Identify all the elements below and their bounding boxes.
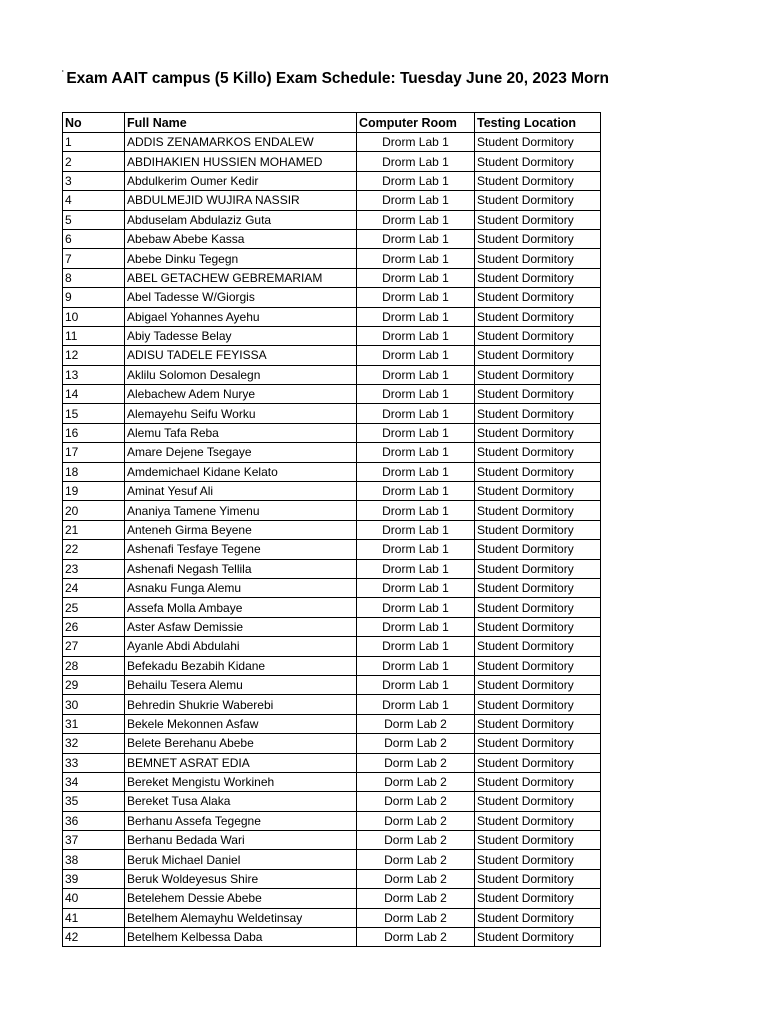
cell-no: 34 (63, 772, 125, 791)
cell-no: 25 (63, 598, 125, 617)
cell-full-name: Belete Berehanu Abebe (125, 734, 357, 753)
cell-full-name: Betelehem Dessie Abebe (125, 889, 357, 908)
cell-no: 20 (63, 501, 125, 520)
cell-testing-location: Student Dormitory (475, 559, 601, 578)
cell-computer-room: Drorm Lab 1 (357, 520, 475, 539)
cell-no: 30 (63, 695, 125, 714)
table-row (63, 520, 601, 539)
cell-testing-location: Student Dormitory (475, 268, 601, 287)
cell-no: 32 (63, 734, 125, 753)
cell-full-name: Assefa Molla Ambaye (125, 598, 357, 617)
cell-no: 9 (63, 288, 125, 307)
table-row (63, 617, 601, 636)
table-row (63, 656, 601, 675)
cell-full-name: Alemu Tafa Reba (125, 423, 357, 442)
table-row (63, 753, 601, 772)
cell-testing-location: Student Dormitory (475, 462, 601, 481)
cell-no: 23 (63, 559, 125, 578)
cell-testing-location: Student Dormitory (475, 249, 601, 268)
cell-no: 40 (63, 889, 125, 908)
cell-full-name: Abduselam Abdulaziz Guta (125, 210, 357, 229)
cell-full-name: Beruk Michael Daniel (125, 850, 357, 869)
cell-no: 37 (63, 831, 125, 850)
exam-schedule-table (62, 112, 601, 947)
cell-testing-location: Student Dormitory (475, 423, 601, 442)
cell-full-name: Beruk Woldeyesus Shire (125, 869, 357, 888)
cell-testing-location: Student Dormitory (475, 675, 601, 694)
cell-no: 1 (63, 133, 125, 152)
cell-full-name: Berhanu Bedada Wari (125, 831, 357, 850)
header-computer-room: Computer Room (357, 113, 475, 133)
cell-testing-location: Student Dormitory (475, 695, 601, 714)
cell-testing-location: Student Dormitory (475, 520, 601, 539)
table-row (63, 598, 601, 617)
table-row (63, 229, 601, 248)
cell-computer-room: Dorm Lab 2 (357, 734, 475, 753)
cell-computer-room: Drorm Lab 1 (357, 133, 475, 152)
cell-no: 24 (63, 578, 125, 597)
table-row (63, 443, 601, 462)
cell-testing-location: Student Dormitory (475, 404, 601, 423)
table-row (63, 772, 601, 791)
cell-testing-location: Student Dormitory (475, 598, 601, 617)
cell-no: 39 (63, 869, 125, 888)
cell-full-name: Abiy Tadesse Belay (125, 326, 357, 345)
cell-testing-location: Student Dormitory (475, 540, 601, 559)
table-row (63, 268, 601, 287)
cell-computer-room: Dorm Lab 2 (357, 792, 475, 811)
table-row (63, 501, 601, 520)
cell-computer-room: Drorm Lab 1 (357, 482, 475, 501)
cell-no: 17 (63, 443, 125, 462)
cell-computer-room: Dorm Lab 2 (357, 928, 475, 947)
cell-no: 13 (63, 365, 125, 384)
cell-testing-location: Student Dormitory (475, 191, 601, 210)
cell-computer-room: Drorm Lab 1 (357, 210, 475, 229)
cell-computer-room: Drorm Lab 1 (357, 598, 475, 617)
cell-no: 16 (63, 423, 125, 442)
table-row (63, 831, 601, 850)
cell-computer-room: Drorm Lab 1 (357, 249, 475, 268)
cell-no: 18 (63, 462, 125, 481)
cell-no: 6 (63, 229, 125, 248)
header-testing-location: Testing Location (475, 113, 601, 133)
cell-full-name: Bekele Mekonnen Asfaw (125, 714, 357, 733)
cell-testing-location: Student Dormitory (475, 714, 601, 733)
table-row (63, 637, 601, 656)
cell-testing-location: Student Dormitory (475, 171, 601, 190)
table-row (63, 559, 601, 578)
title-marker: ˙ (61, 70, 65, 81)
cell-full-name: Abebaw Abebe Kassa (125, 229, 357, 248)
cell-no: 35 (63, 792, 125, 811)
cell-full-name: Ashenafi Tesfaye Tegene (125, 540, 357, 559)
cell-full-name: Behailu Tesera Alemu (125, 675, 357, 694)
cell-full-name: Betelhem Alemayhu Weldetinsay (125, 908, 357, 927)
cell-full-name: Bereket Tusa Alaka (125, 792, 357, 811)
cell-no: 36 (63, 811, 125, 830)
cell-full-name: Alebachew Adem Nurye (125, 385, 357, 404)
cell-testing-location: Student Dormitory (475, 617, 601, 636)
cell-testing-location: Student Dormitory (475, 772, 601, 791)
cell-testing-location: Student Dormitory (475, 811, 601, 830)
cell-full-name: Ayanle Abdi Abdulahi (125, 637, 357, 656)
cell-testing-location: Student Dormitory (475, 288, 601, 307)
table-row (63, 482, 601, 501)
cell-computer-room: Drorm Lab 1 (357, 617, 475, 636)
cell-no: 15 (63, 404, 125, 423)
cell-no: 8 (63, 268, 125, 287)
cell-computer-room: Drorm Lab 1 (357, 288, 475, 307)
table-row (63, 578, 601, 597)
cell-full-name: ABEL GETACHEW GEBREMARIAM (125, 268, 357, 287)
cell-testing-location: Student Dormitory (475, 850, 601, 869)
cell-no: 28 (63, 656, 125, 675)
table-row (63, 811, 601, 830)
cell-computer-room: Drorm Lab 1 (357, 559, 475, 578)
cell-full-name: Ashenafi Negash Tellila (125, 559, 357, 578)
cell-testing-location: Student Dormitory (475, 908, 601, 927)
cell-computer-room: Drorm Lab 1 (357, 443, 475, 462)
cell-no: 7 (63, 249, 125, 268)
cell-computer-room: Drorm Lab 1 (357, 462, 475, 481)
table-row (63, 191, 601, 210)
cell-testing-location: Student Dormitory (475, 365, 601, 384)
cell-full-name: Amdemichael Kidane Kelato (125, 462, 357, 481)
header-row (63, 113, 601, 133)
header-full-name: Full Name (125, 113, 357, 133)
cell-computer-room: Dorm Lab 2 (357, 811, 475, 830)
table-row (63, 869, 601, 888)
cell-computer-room: Drorm Lab 1 (357, 578, 475, 597)
cell-no: 3 (63, 171, 125, 190)
cell-full-name: Abdulkerim Oumer Kedir (125, 171, 357, 190)
cell-full-name: ABDIHAKIEN HUSSIEN MOHAMED (125, 152, 357, 171)
cell-computer-room: Dorm Lab 2 (357, 714, 475, 733)
cell-no: 11 (63, 326, 125, 345)
table-row (63, 928, 601, 947)
cell-testing-location: Student Dormitory (475, 307, 601, 326)
cell-full-name: BEMNET ASRAT EDIA (125, 753, 357, 772)
cell-no: 22 (63, 540, 125, 559)
cell-no: 27 (63, 637, 125, 656)
table-row (63, 288, 601, 307)
cell-testing-location: Student Dormitory (475, 152, 601, 171)
cell-computer-room: Drorm Lab 1 (357, 675, 475, 694)
cell-no: 19 (63, 482, 125, 501)
cell-no: 38 (63, 850, 125, 869)
cell-no: 41 (63, 908, 125, 927)
cell-full-name: Aminat Yesuf Ali (125, 482, 357, 501)
cell-no: 10 (63, 307, 125, 326)
cell-full-name: Aklilu Solomon Desalegn (125, 365, 357, 384)
cell-no: 33 (63, 753, 125, 772)
cell-full-name: Betelhem Kelbessa Daba (125, 928, 357, 947)
cell-computer-room: Drorm Lab 1 (357, 637, 475, 656)
cell-no: 42 (63, 928, 125, 947)
table-row (63, 404, 601, 423)
cell-no: 2 (63, 152, 125, 171)
table-row (63, 133, 601, 152)
cell-full-name: Anteneh Girma Beyene (125, 520, 357, 539)
table-row (63, 249, 601, 268)
table-row (63, 850, 601, 869)
cell-testing-location: Student Dormitory (475, 482, 601, 501)
cell-no: 12 (63, 346, 125, 365)
cell-computer-room: Drorm Lab 1 (357, 326, 475, 345)
cell-full-name: ADISU TADELE FEYISSA (125, 346, 357, 365)
table-row (63, 385, 601, 404)
table-row (63, 171, 601, 190)
cell-computer-room: Drorm Lab 1 (357, 346, 475, 365)
cell-testing-location: Student Dormitory (475, 869, 601, 888)
cell-computer-room: Dorm Lab 2 (357, 753, 475, 772)
cell-computer-room: Dorm Lab 2 (357, 772, 475, 791)
cell-full-name: Aster Asfaw Demissie (125, 617, 357, 636)
cell-testing-location: Student Dormitory (475, 385, 601, 404)
cell-full-name: Abebe Dinku Tegegn (125, 249, 357, 268)
cell-no: 5 (63, 210, 125, 229)
cell-testing-location: Student Dormitory (475, 734, 601, 753)
cell-computer-room: Drorm Lab 1 (357, 385, 475, 404)
page-title (61, 70, 609, 88)
cell-testing-location: Student Dormitory (475, 229, 601, 248)
cell-no: 26 (63, 617, 125, 636)
cell-computer-room: Dorm Lab 2 (357, 889, 475, 908)
cell-full-name: Bereket Mengistu Workineh (125, 772, 357, 791)
cell-computer-room: Drorm Lab 1 (357, 423, 475, 442)
cell-testing-location: Student Dormitory (475, 637, 601, 656)
table-row (63, 326, 601, 345)
cell-computer-room: Drorm Lab 1 (357, 152, 475, 171)
table-row (63, 307, 601, 326)
cell-computer-room: Drorm Lab 1 (357, 307, 475, 326)
cell-computer-room: Drorm Lab 1 (357, 268, 475, 287)
table-row (63, 462, 601, 481)
cell-computer-room: Drorm Lab 1 (357, 171, 475, 190)
cell-computer-room: Drorm Lab 1 (357, 501, 475, 520)
table-row (63, 675, 601, 694)
table-row (63, 365, 601, 384)
cell-full-name: Alemayehu Seifu Worku (125, 404, 357, 423)
cell-full-name: Abel Tadesse W/Giorgis (125, 288, 357, 307)
cell-testing-location: Student Dormitory (475, 326, 601, 345)
cell-computer-room: Dorm Lab 2 (357, 869, 475, 888)
table-row (63, 714, 601, 733)
cell-full-name: Befekadu Bezabih Kidane (125, 656, 357, 675)
cell-no: 29 (63, 675, 125, 694)
cell-testing-location: Student Dormitory (475, 831, 601, 850)
cell-computer-room: Drorm Lab 1 (357, 404, 475, 423)
cell-testing-location: Student Dormitory (475, 346, 601, 365)
table-row (63, 695, 601, 714)
table-row (63, 792, 601, 811)
table-row (63, 346, 601, 365)
cell-computer-room: Drorm Lab 1 (357, 365, 475, 384)
cell-testing-location: Student Dormitory (475, 443, 601, 462)
header-no: No (63, 113, 125, 133)
cell-no: 31 (63, 714, 125, 733)
table-row (63, 889, 601, 908)
table-row (63, 423, 601, 442)
cell-testing-location: Student Dormitory (475, 133, 601, 152)
cell-testing-location: Student Dormitory (475, 210, 601, 229)
cell-computer-room: Drorm Lab 1 (357, 540, 475, 559)
cell-testing-location: Student Dormitory (475, 656, 601, 675)
cell-full-name: ABDULMEJID WUJIRA NASSIR (125, 191, 357, 210)
cell-no: 14 (63, 385, 125, 404)
cell-full-name: Ananiya Tamene Yimenu (125, 501, 357, 520)
title-text: Exam AAIT campus (5 Killo) Exam Schedule: Tuesday June 20, 2023 Morn (66, 70, 610, 87)
table-row (63, 210, 601, 229)
cell-testing-location: Student Dormitory (475, 501, 601, 520)
cell-full-name: Asnaku Funga Alemu (125, 578, 357, 597)
cell-testing-location: Student Dormitory (475, 792, 601, 811)
table-row (63, 152, 601, 171)
cell-full-name: Berhanu Assefa Tegegne (125, 811, 357, 830)
cell-computer-room: Dorm Lab 2 (357, 908, 475, 927)
cell-computer-room: Dorm Lab 2 (357, 831, 475, 850)
cell-testing-location: Student Dormitory (475, 753, 601, 772)
cell-testing-location: Student Dormitory (475, 889, 601, 908)
cell-computer-room: Drorm Lab 1 (357, 656, 475, 675)
cell-computer-room: Drorm Lab 1 (357, 191, 475, 210)
table-row (63, 540, 601, 559)
cell-computer-room: Dorm Lab 2 (357, 850, 475, 869)
cell-computer-room: Drorm Lab 1 (357, 695, 475, 714)
cell-full-name: ADDIS ZENAMARKOS ENDALEW (125, 133, 357, 152)
table-row (63, 908, 601, 927)
table-body (63, 133, 601, 947)
cell-testing-location: Student Dormitory (475, 928, 601, 947)
cell-testing-location: Student Dormitory (475, 578, 601, 597)
cell-full-name: Behredin Shukrie Waberebi (125, 695, 357, 714)
cell-computer-room: Drorm Lab 1 (357, 229, 475, 248)
cell-full-name: Amare Dejene Tsegaye (125, 443, 357, 462)
cell-no: 4 (63, 191, 125, 210)
cell-full-name: Abigael Yohannes Ayehu (125, 307, 357, 326)
table-row (63, 734, 601, 753)
cell-no: 21 (63, 520, 125, 539)
